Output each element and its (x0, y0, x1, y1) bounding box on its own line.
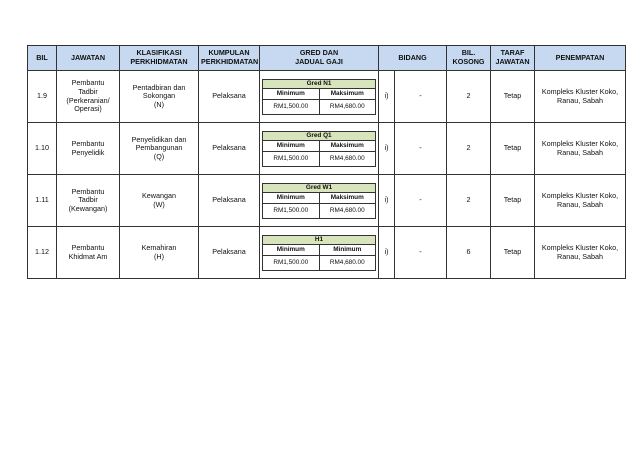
row-gred-cell (260, 71, 379, 123)
row-bil: 1.12 (28, 227, 57, 279)
row-klasifikasi: Penyelidikan dan Pembangunan (Q) (120, 123, 199, 175)
salary-max-value: RM4,680.00 (319, 203, 376, 218)
row-penempatan: Kompleks Kluster Koko, Ranau, Sabah (535, 71, 626, 123)
salary-max-value: RM4,680.00 (319, 99, 376, 114)
row-gred-cell (260, 227, 379, 279)
row-bidang-marker: i) (379, 123, 395, 175)
salary-max-value: RM4,680.00 (319, 151, 376, 166)
row-bil: 1.9 (28, 71, 57, 123)
salary-min-value: RM1,500.00 (263, 203, 320, 218)
row-klasifikasi: Kewangan (W) (120, 175, 199, 227)
salary-min-label: Minimum (263, 88, 320, 99)
header-row (28, 46, 626, 71)
salary-min-label: Minimum (263, 192, 320, 203)
row-bidang: - (395, 71, 447, 123)
row-bil: 1.10 (28, 123, 57, 175)
salary-max-label: Maksimum (319, 140, 376, 151)
salary-max-label: Maksimum (319, 88, 376, 99)
row-kumpulan: Pelaksana (199, 227, 260, 279)
salary-min-value: RM1,500.00 (263, 255, 320, 270)
row-klasifikasi: Kemahiran (H) (120, 227, 199, 279)
row-bidang: - (395, 227, 447, 279)
row-taraf: Tetap (491, 227, 535, 279)
row-kosong: 2 (447, 71, 491, 123)
table-row (28, 123, 626, 175)
row-jawatan: Pembantu Penyelidik (57, 123, 120, 175)
table-row (28, 71, 626, 123)
vacancy-table (27, 45, 626, 279)
row-jawatan: Pembantu Khidmat Am (57, 227, 120, 279)
row-kumpulan: Pelaksana (199, 175, 260, 227)
header-gred: GRED DAN JADUAL GAJI (260, 46, 379, 71)
header-taraf: TARAF JAWATAN (491, 46, 535, 71)
header-penempatan: PENEMPATAN (535, 46, 626, 71)
row-penempatan: Kompleks Kluster Koko, Ranau, Sabah (535, 175, 626, 227)
row-penempatan: Kompleks Kluster Koko, Ranau, Sabah (535, 227, 626, 279)
row-kosong: 2 (447, 123, 491, 175)
salary-max-value: RM4,680.00 (319, 255, 376, 270)
row-bidang: - (395, 175, 447, 227)
gred-label: Gred Q1 (263, 131, 376, 140)
header-bil: BIL (28, 46, 57, 71)
salary-table (262, 183, 376, 219)
salary-max-label: Minimum (319, 244, 376, 255)
row-bil: 1.11 (28, 175, 57, 227)
salary-table (262, 235, 376, 271)
salary-table (262, 79, 376, 115)
gred-label: Gred N1 (263, 79, 376, 88)
row-gred-cell (260, 175, 379, 227)
row-jawatan: Pembantu Tadbir (Perkeranian/ Operasi) (57, 71, 120, 123)
salary-table (262, 131, 376, 167)
header-kumpulan: KUMPULAN PERKHIDMATAN (199, 46, 260, 71)
row-taraf: Tetap (491, 71, 535, 123)
row-bidang: - (395, 123, 447, 175)
row-jawatan: Pembantu Tadbir (Kewangan) (57, 175, 120, 227)
row-bidang-marker: i) (379, 175, 395, 227)
row-gred-cell (260, 123, 379, 175)
header-kosong: BIL. KOSONG (447, 46, 491, 71)
row-klasifikasi: Pentadbiran dan Sokongan (N) (120, 71, 199, 123)
salary-max-label: Maksimum (319, 192, 376, 203)
salary-min-value: RM1,500.00 (263, 151, 320, 166)
salary-min-label: Minimum (263, 140, 320, 151)
row-kosong: 6 (447, 227, 491, 279)
header-jawatan: JAWATAN (57, 46, 120, 71)
header-bidang: BIDANG (379, 46, 447, 71)
gred-label: H1 (263, 235, 376, 244)
salary-min-value: RM1,500.00 (263, 99, 320, 114)
salary-min-label: Minimum (263, 244, 320, 255)
row-taraf: Tetap (491, 123, 535, 175)
row-kosong: 2 (447, 175, 491, 227)
row-taraf: Tetap (491, 175, 535, 227)
row-penempatan: Kompleks Kluster Koko, Ranau, Sabah (535, 123, 626, 175)
gred-label: Gred W1 (263, 183, 376, 192)
table-row (28, 175, 626, 227)
header-klasifikasi: KLASIFIKASI PERKHIDMATAN (120, 46, 199, 71)
row-bidang-marker: i) (379, 227, 395, 279)
table-row (28, 227, 626, 279)
row-kumpulan: Pelaksana (199, 123, 260, 175)
row-kumpulan: Pelaksana (199, 71, 260, 123)
row-bidang-marker: i) (379, 71, 395, 123)
